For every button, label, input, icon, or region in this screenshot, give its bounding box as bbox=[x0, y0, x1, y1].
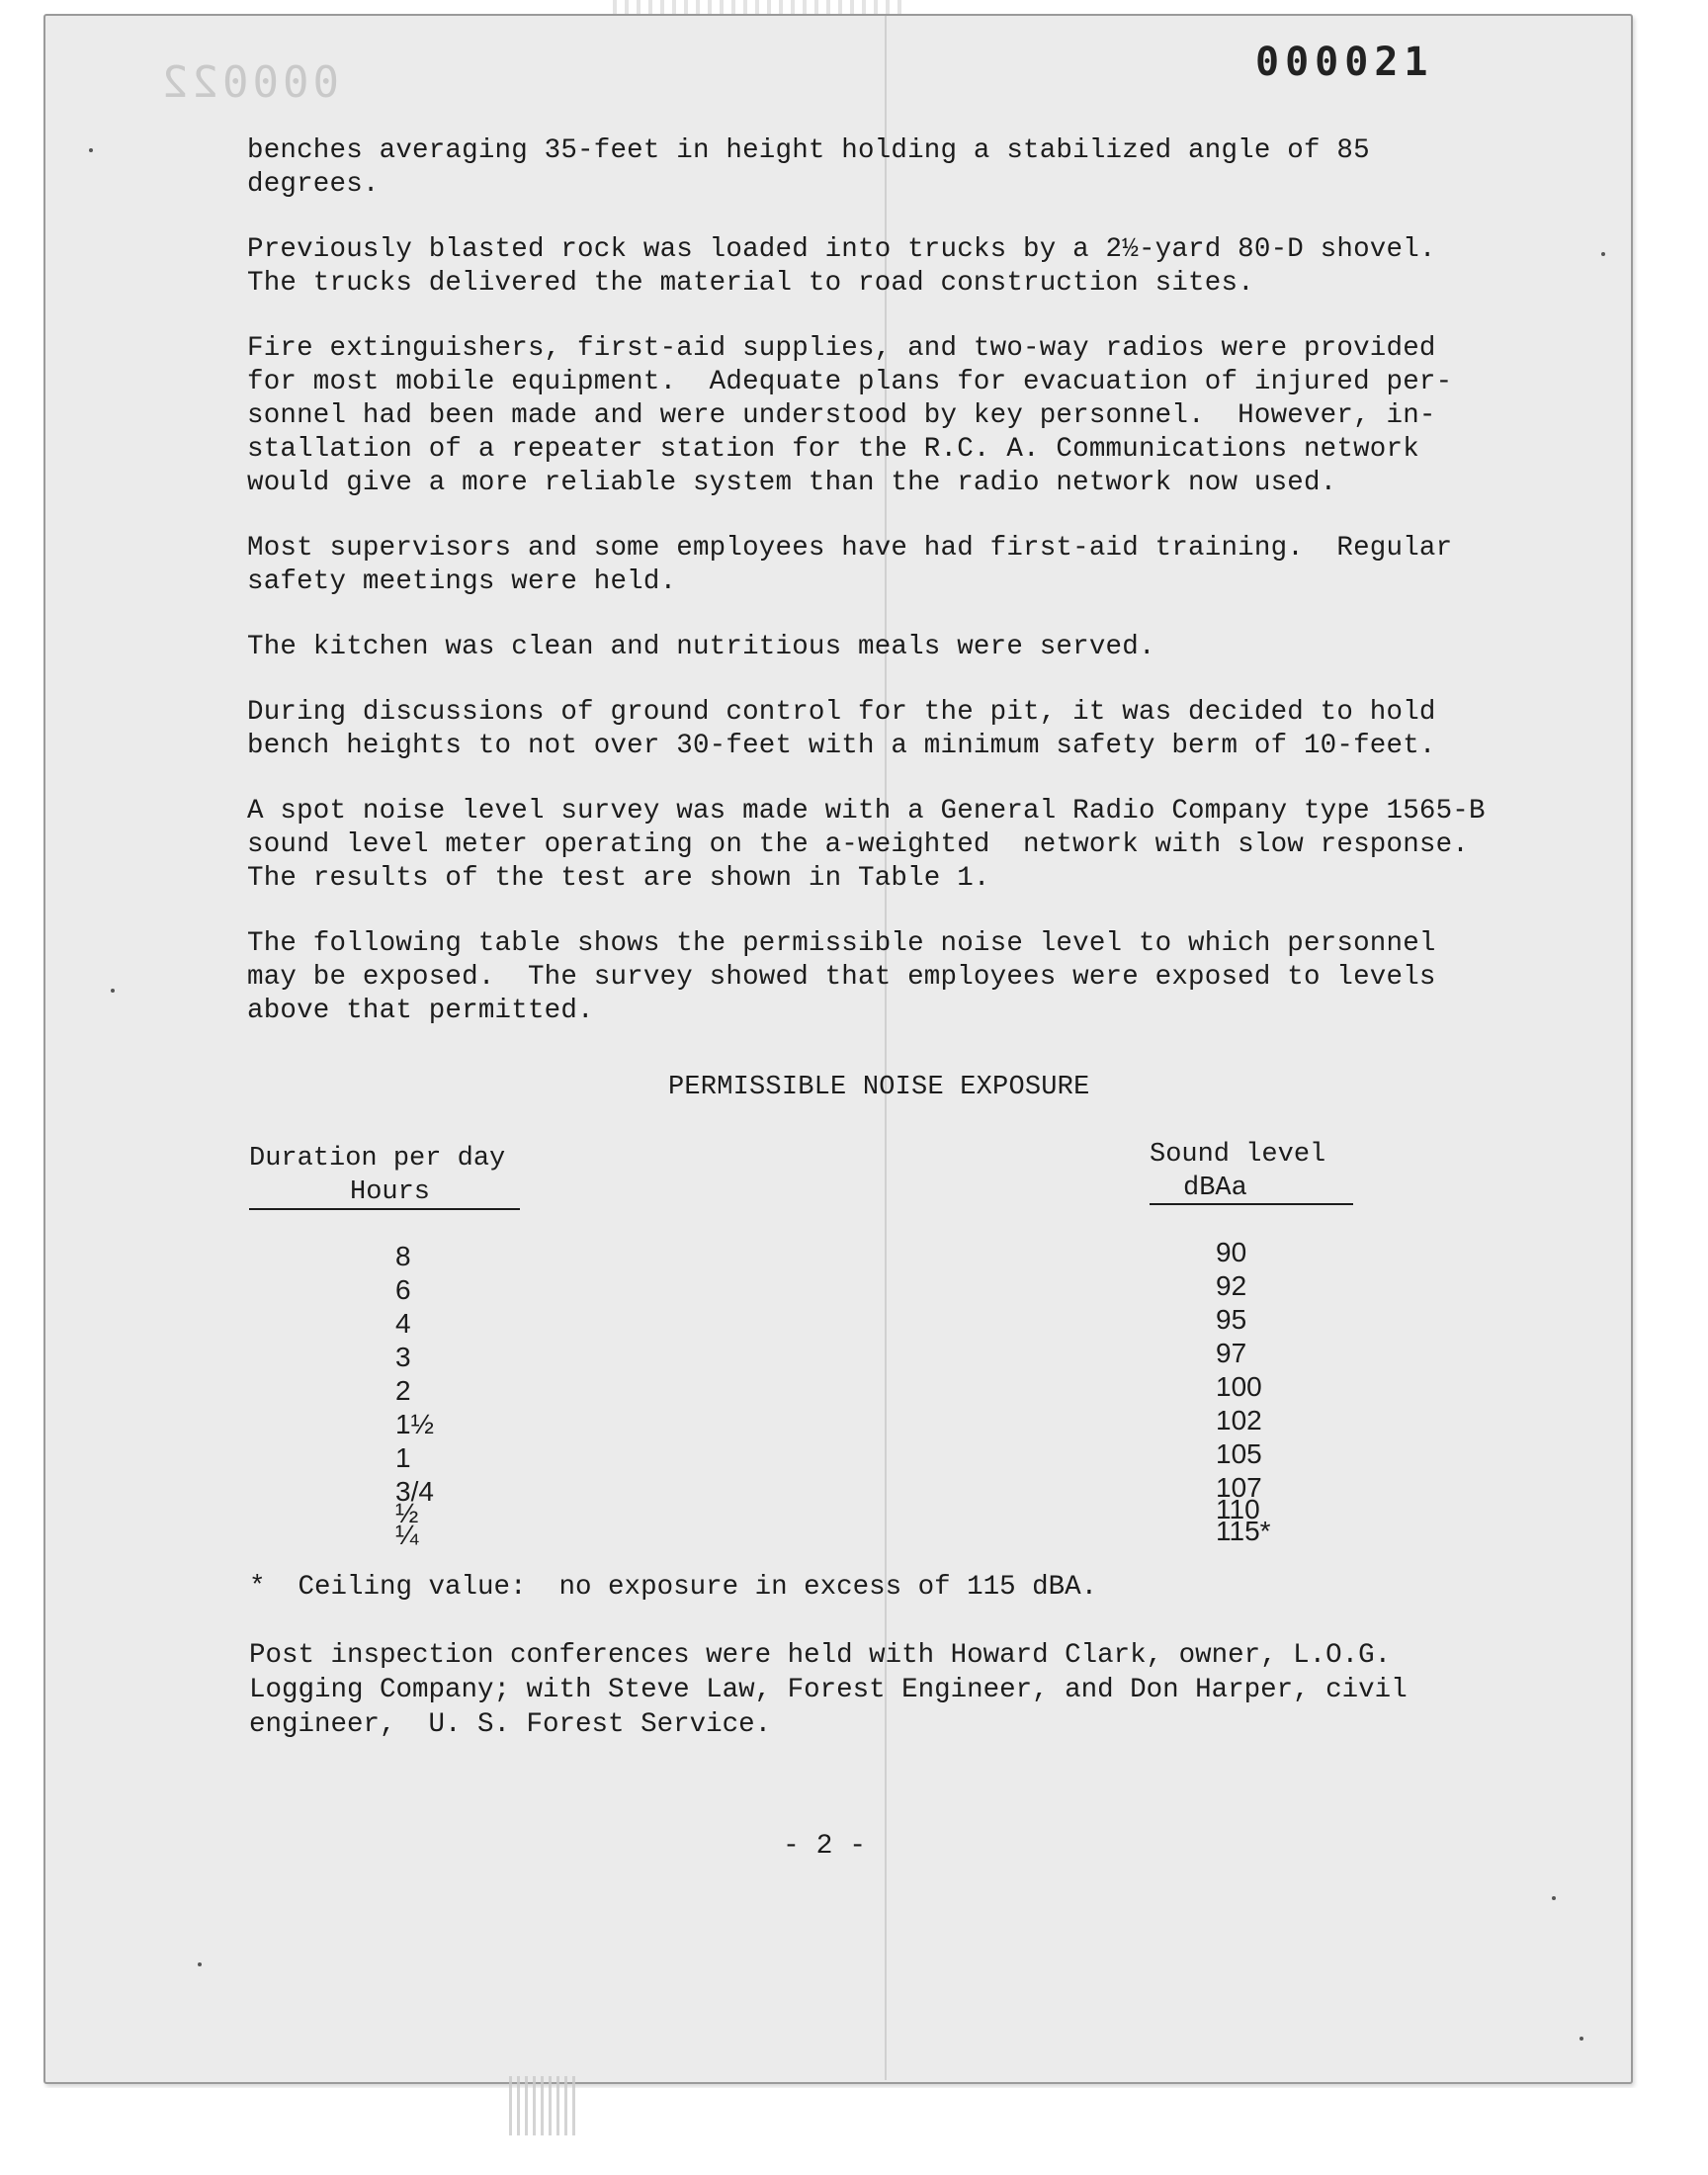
scan-speck bbox=[1601, 252, 1605, 256]
hours-cell: 3 bbox=[395, 1342, 411, 1372]
sound-level-header-rule bbox=[1150, 1203, 1353, 1205]
scan-bottom-margin bbox=[0, 2088, 1708, 2137]
ceiling-footnote: * Ceiling value: no exposure in excess of 115 dBA. bbox=[249, 1572, 1098, 1603]
duration-column-header bbox=[249, 1142, 520, 1209]
paragraph: A spot noise level survey was made with a General Radio Company type 1565-B sound level meter operating on the a-weighted network with slow response. The results of the test are shown in Table 1. bbox=[247, 796, 1486, 894]
level-cell: 92 bbox=[1216, 1270, 1247, 1301]
level-cell: 115* bbox=[1216, 1516, 1271, 1546]
paragraph: Most supervisors and some employees have had first-aid training. Regular safety meetings were held. bbox=[247, 533, 1453, 597]
paragraph: Fire extinguishers, first-aid supplies, and two-way radios were provided for most mobile equipment. Adequate plans for evacuation of injured per- sonnel had been made and were understood by key personnel. However, in- stallation of a repeater station for the R.C. A. Communications network would give a more reliable system than the radio network now used. bbox=[247, 333, 1453, 498]
paragraph: The kitchen was clean and nutritious meals were served. bbox=[247, 632, 1155, 662]
page-number: - 2 - bbox=[783, 1831, 867, 1862]
hours-cell: 1 bbox=[395, 1442, 411, 1473]
scan-artifact-bottom bbox=[509, 2076, 578, 2135]
table-title: PERMISSIBLE NOISE EXPOSURE bbox=[668, 1073, 1090, 1102]
level-cell: 100 bbox=[1216, 1371, 1262, 1402]
hours-cell: 3/4 bbox=[395, 1476, 434, 1507]
hours-cell: 1½ bbox=[395, 1409, 434, 1439]
level-cell: 105 bbox=[1216, 1438, 1262, 1469]
sound-level-header-label: Sound level bbox=[1150, 1140, 1326, 1170]
dbaa-subheader: dBAa bbox=[1183, 1174, 1247, 1203]
scan-speck bbox=[111, 989, 115, 993]
level-cell: 90 bbox=[1216, 1237, 1247, 1267]
page-stamp-number: 000021 bbox=[1255, 40, 1434, 85]
hours-cell: 4 bbox=[395, 1308, 411, 1339]
body-text bbox=[247, 134, 1532, 1060]
level-cell: 107 bbox=[1216, 1472, 1262, 1503]
paragraph: Previously blasted rock was loaded into trucks by a 2½-yard 80-D shovel. The trucks delivered the material to road construction sites. bbox=[247, 234, 1436, 299]
hours-cell: ½ bbox=[395, 1498, 419, 1528]
scan-speck bbox=[1580, 2037, 1583, 2041]
level-cell: 97 bbox=[1216, 1338, 1247, 1368]
sound-level-column-header bbox=[1150, 1138, 1353, 1205]
hours-cell: ¼ bbox=[395, 1520, 419, 1550]
duration-header-label: Duration per day bbox=[249, 1144, 506, 1174]
paragraph: The following table shows the permissible noise level to which personnel may be exposed. The survey showed that employees were exposed to levels above that permitted. bbox=[247, 928, 1436, 1026]
hours-cell: 8 bbox=[395, 1241, 411, 1271]
scan-speck bbox=[198, 1962, 202, 1966]
paragraph: benches averaging 35-feet in height holding a stabilized angle of 85 degrees. bbox=[247, 135, 1370, 200]
hours-cell: 2 bbox=[395, 1375, 411, 1406]
level-cell: 110 bbox=[1216, 1494, 1260, 1524]
sound-level-column bbox=[1216, 1236, 1295, 1546]
paragraph: During discussions of ground control for the pit, it was decided to hold bench heights to not over 30-feet with a minimum safety berm of 10-feet. bbox=[247, 697, 1436, 761]
hours-cell: 6 bbox=[395, 1274, 411, 1305]
level-cell: 95 bbox=[1216, 1304, 1247, 1335]
level-cell: 102 bbox=[1216, 1405, 1262, 1436]
scan-speck bbox=[89, 148, 93, 152]
hours-column bbox=[395, 1240, 474, 1550]
closing-paragraph: Post inspection conferences were held with Howard Clark, owner, L.O.G. Logging Company; with Steve Law, Forest Engineer, and Don Harper, civil engineer, U. S. Forest Service. bbox=[249, 1640, 1408, 1740]
hours-subheader: Hours bbox=[350, 1177, 431, 1207]
duration-header-rule bbox=[249, 1208, 520, 1210]
ghost-stamp-number: 000022 bbox=[158, 57, 339, 108]
scan-speck bbox=[1552, 1896, 1556, 1900]
